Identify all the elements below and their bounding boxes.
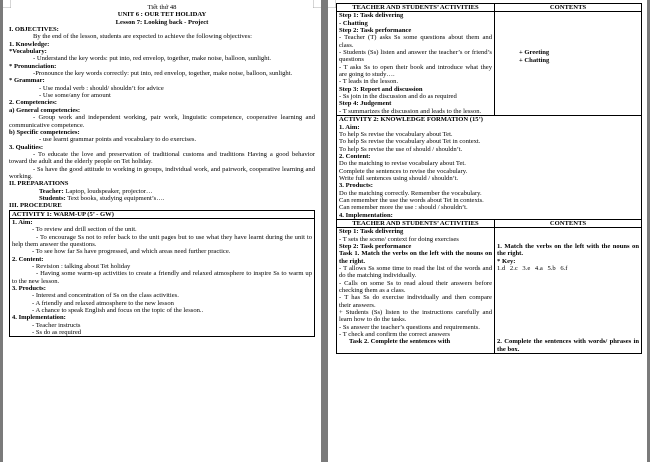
products-item: - Interest and concentration of Ss on the class activities. — [32, 292, 179, 300]
products-heading: 3. Products: — [12, 285, 46, 293]
implementation-heading: 4. Implementation: — [339, 211, 393, 219]
step-item: - T leads in the lesson. — [339, 78, 399, 86]
specific-competencies-text: - use learnt grammar points and vocabulary to do exercises. — [39, 136, 197, 144]
lesson-title: Lesson 7: Looking back - Project — [115, 18, 209, 26]
general-competencies-text: - Group work and independent working, pair work, linguistic competence, cooperative learning and communicative competence. — [9, 114, 315, 129]
step-item: - Ss join in the discussion and do as required — [339, 93, 457, 101]
step-heading: Step 1: Task delivering — [339, 12, 404, 20]
table-row — [337, 12, 642, 116]
step-item: - Calls on some Ss to read aloud their answers before checking them as a class. — [339, 279, 492, 295]
aim-heading: 1. Aim: — [12, 218, 33, 226]
aim-heading: 1. Aim: — [339, 123, 360, 131]
products-item: Can remember more the use : should / shouldn’t. — [339, 204, 468, 212]
content-item: Do the matching to revise vocabulary about Tet. — [339, 160, 466, 168]
answer-key: 1.d 2.c 3.e 4.a 5.b 6.f — [497, 265, 568, 273]
step-item: - T summarizes the discussion and leads to the lesson. — [339, 107, 482, 115]
step-heading: Step 1: Task delivering — [339, 228, 404, 236]
implementation-heading: 4. Implementation: — [12, 314, 66, 322]
step-item: - Chatting — [339, 19, 368, 27]
content-heading: 2. Content: — [339, 152, 371, 160]
procedure-heading: III. PROCEDURE — [9, 202, 62, 210]
col-activities-header: TEACHER AND STUDENTS’ ACTIVITIES — [337, 219, 495, 227]
products-item: - A friendly and relaxed atmosphere to the new lesson — [32, 299, 174, 307]
unit-title: UNIT 6 : OUR TET HOLIDAY — [117, 11, 207, 19]
step-heading: Step 2: Task performance — [339, 243, 412, 250]
activity-1-title: ACTIVITY 1: WARM-UP (5’ - GW) — [10, 211, 314, 219]
table-header-row — [337, 4, 642, 12]
aim-item: To help Ss revise the vocabulary about Tet in context. — [339, 138, 481, 146]
step-heading: Step 2: Task performance — [339, 27, 412, 35]
qualities-heading: 3. Qualities: — [9, 143, 44, 151]
table-header-row — [337, 219, 642, 227]
col-contents-header: CONTENTS — [495, 219, 642, 227]
aim-item: To help Ss revise the vocabulary about Tet. — [339, 130, 453, 138]
task-title: Task 2. Complete the sentences with — [349, 338, 451, 346]
content-item: + Greeting — [519, 49, 550, 57]
step-item: - Ss answer the teacher’s questions and requirements. — [339, 323, 480, 331]
implementation-item: - Ss do as required — [32, 329, 82, 337]
aim-item: - To encourage Ss not to refer back to the unit pages but to use what they have learnt during the unit to help them answer the questions. — [12, 233, 312, 248]
activities-table — [336, 3, 642, 354]
grammar-heading: * Grammar: — [9, 77, 45, 85]
products-item: Can remember the use the words about Tet in contexts. — [339, 196, 484, 204]
qualities-text: - To educate the love and preservation of traditional customs and traditions Having a good behavior toward the adult and the elderly people on Tet holiday. — [9, 150, 315, 166]
step-item: - T sets the scene/ context for doing exercises — [339, 235, 459, 243]
vocabulary-text: - Understand the key words: put into, red envelop, together, make noise, balloon, sunlight. — [33, 55, 271, 63]
content-item: Complete the sentences to revise the vocabulary. — [339, 167, 468, 175]
general-competencies-heading: a) General competencies: — [9, 106, 81, 114]
step-item: + Students (Ss) listen to the instructions carefully and learn how to do the tasks. — [339, 309, 492, 324]
aim-item: - To review and drill section of the unit. — [32, 226, 137, 234]
task-title: Task 1. Match the verbs on the left with the nouns on the right. — [339, 250, 492, 265]
step-item: - T has Ss do exercise individually and then compare their answers. — [339, 294, 492, 309]
objectives-heading: I. OBJECTIVES: — [9, 26, 59, 34]
step-item: - T allows Ss some time to read the list of the words and do the matching individually. — [339, 265, 492, 280]
competencies-heading: 2. Competencies: — [9, 99, 57, 107]
objectives-intro: By the end of the lesson, students are expected to achieve the following objectives: — [33, 33, 252, 41]
knowledge-heading: 1. Knowledge: — [9, 40, 50, 48]
pronunciation-text: -Pronounce the key words correctly: put into, red envelop, together, make noise, balloon, sunlight. — [33, 70, 293, 78]
activity-2-title: ACTIVITY 2: KNOWLEDGE FORMATION (15’) — [339, 116, 483, 124]
content-title: 1. Match the verbs on the left with the nouns on the right. — [497, 243, 639, 258]
step-item: - Students (Ss) listen and answer the teacher’s or friend’s questions — [339, 49, 492, 64]
content-item: + Chatting — [519, 56, 550, 64]
content-item: - Revision : talking about Tet holiday — [32, 263, 131, 271]
activity-1-box — [9, 210, 315, 338]
products-item: Do the matching correctly. Remember the vocabulary. — [339, 189, 482, 197]
document-page-left — [3, 0, 321, 462]
page-corner-marker — [328, 0, 336, 8]
step-item: - T asks Ss to open their book and introduce what they are going to study…. — [339, 63, 492, 79]
document-page-right — [328, 0, 647, 462]
step-heading: Step 3: Report and discussion — [339, 85, 423, 93]
step-item: - T check and confirm the correct answers — [339, 331, 450, 339]
content-title: 2. Complete the sentences with words/ phrases in the box. — [497, 338, 639, 353]
col-activities-header: TEACHER AND STUDENTS’ ACTIVITIES — [337, 4, 495, 12]
preparations-heading: II. PREPARATIONS — [9, 180, 69, 188]
vocabulary-heading: *Vocabulary: — [9, 48, 47, 56]
grammar-item: - Use modal verb : should/ shouldn’t for advice — [39, 84, 164, 92]
col-contents-header: CONTENTS — [495, 4, 642, 12]
content-item: - Having some warm-up activities to create a friendly and relaxed atmosphere to inspire Ss to warm up to the new lesson. — [12, 270, 312, 285]
lesson-number: Tiết thứ 48 — [147, 4, 177, 11]
qualities-text: - Ss have the good attitude to working in groups, individual work, and pairwork, cooperative learning and working. — [9, 165, 315, 180]
step-heading: Step 4: Judgement — [339, 100, 392, 108]
products-heading: 3. Products: — [339, 182, 373, 190]
aim-item: To help Ss revise the use of should / shouldn’t. — [339, 145, 463, 153]
aim-item: - To see how far Ss have progressed, and which areas need further practice. — [32, 248, 231, 256]
products-item: - A chance to speak English and focus on the topic of the lesson.. — [32, 307, 204, 315]
grammar-item: - Use some/any for amount — [39, 92, 111, 100]
students-preparation: Students: Text books, studying equipment’s…. — [39, 194, 165, 202]
step-item: - Teacher (T) asks Ss some questions about them and class. — [339, 34, 492, 49]
implementation-item: - Teacher instructs — [32, 321, 81, 329]
pronunciation-heading: * Pronunciation: — [9, 62, 57, 70]
key-heading: * Key: — [497, 257, 516, 265]
content-item: Write full sentences using should / shouldn’t. — [339, 174, 459, 182]
table-row — [337, 228, 642, 354]
content-heading: 2. Content: — [12, 255, 44, 263]
table-row — [337, 116, 642, 220]
teacher-preparation: Teacher: Laptop, loudspeaker, projector… — [39, 187, 153, 195]
specific-competencies-heading: b) Specific competencies: — [9, 128, 80, 136]
